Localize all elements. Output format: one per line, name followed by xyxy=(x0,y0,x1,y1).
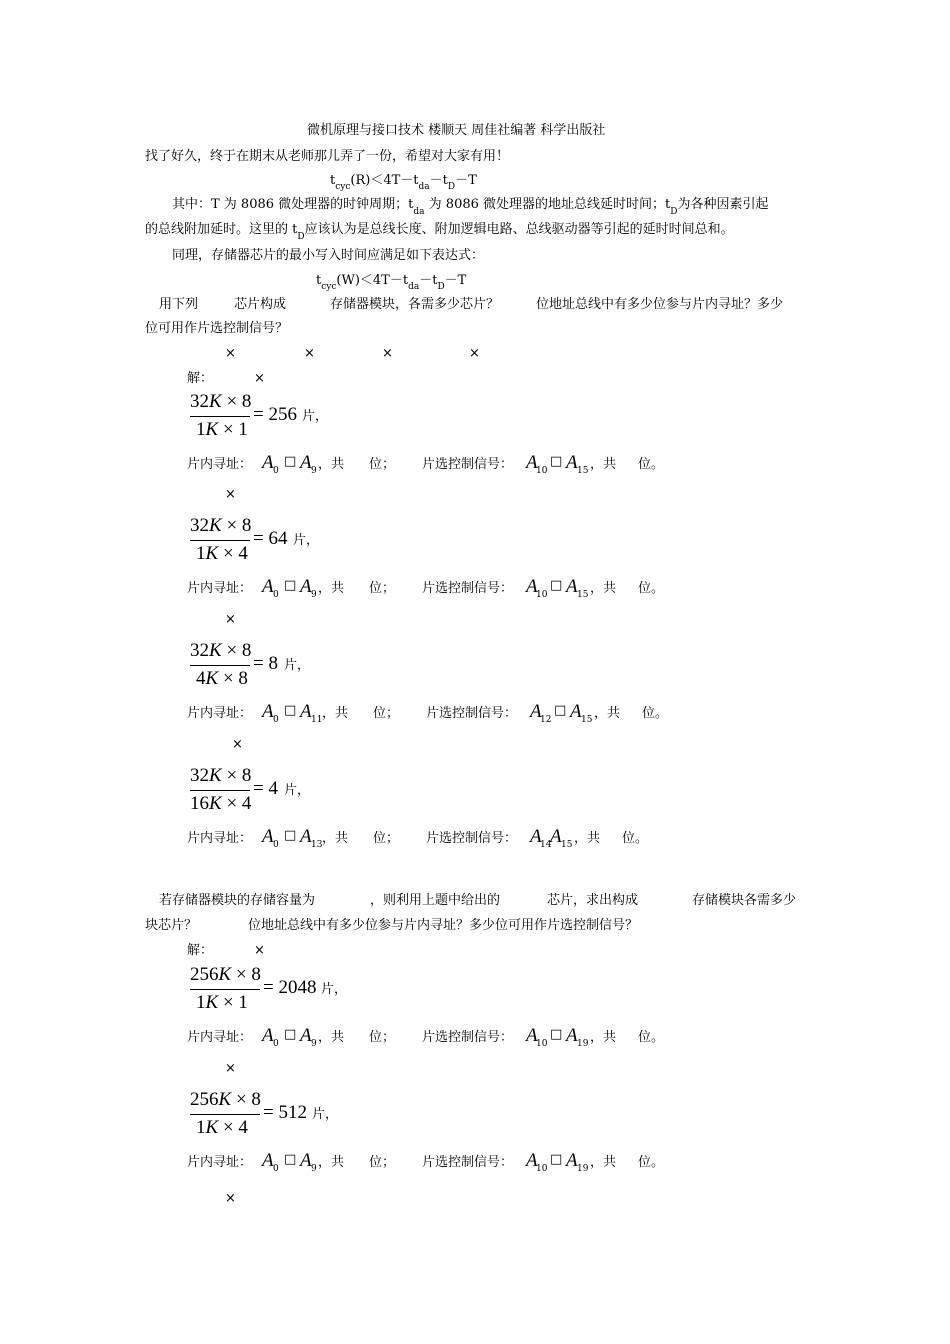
address-sub: 12 xyxy=(540,715,552,725)
para1-line2: 的总线附加延时。这里的 $t_D$应该认为是总线长度、附加逻辑电路、总线驱动器等引起的延时时间总和。 xyxy=(145,222,734,242)
address-A: A xyxy=(530,701,542,722)
address-A: A xyxy=(566,576,578,597)
address-A: A xyxy=(262,576,274,597)
q2-text-d: 存储模块各需多少 xyxy=(692,893,797,908)
intro-text: 找了好久，终于在期末从老师那儿弄了一份，希望对大家有用！ xyxy=(145,149,510,164)
address-A: A xyxy=(526,1150,538,1171)
address-sub: 10 xyxy=(536,590,548,600)
label-in-chip-address: 片内寻址： xyxy=(187,1030,253,1045)
fraction-bar xyxy=(190,540,250,541)
times-mark: × xyxy=(225,612,236,627)
fraction-result: = 4 xyxy=(253,778,278,799)
address-sub: 0 xyxy=(273,1164,279,1174)
range-box: □ xyxy=(284,578,297,593)
address-A: A xyxy=(262,1025,274,1046)
fraction-bar xyxy=(190,416,250,417)
formula-read: $t_{cyc}(R)<4T-t_{da}-t_D-T$ xyxy=(330,173,477,192)
q1-text-d: 位地址总线中有多少位参与片内寻址？多少 xyxy=(536,297,784,312)
label-in-chip-address: 片内寻址： xyxy=(187,457,253,472)
unit-pian: 片 xyxy=(321,982,335,997)
unit-pian: 片 xyxy=(302,409,316,424)
address-sub: 9 xyxy=(311,590,317,600)
label-chip-select: 片选控制信号： xyxy=(426,831,518,846)
bits-label: 位； xyxy=(373,706,400,721)
total-label: ，共 xyxy=(594,706,621,721)
bits-label-end: 位。 xyxy=(638,1155,665,1170)
fraction-bar xyxy=(190,1114,260,1115)
address-A: A xyxy=(300,701,312,722)
times-mark: × xyxy=(225,1191,236,1206)
address-A: A xyxy=(570,701,582,722)
bits-label: 位； xyxy=(369,1155,396,1170)
range-box: □ xyxy=(550,1027,563,1042)
times-mark: × xyxy=(254,943,265,958)
solution-label: 解： xyxy=(187,371,214,386)
range-box: □ xyxy=(284,1152,297,1167)
bits-label-end: 位。 xyxy=(638,581,665,596)
label-in-chip-address: 片内寻址： xyxy=(187,706,253,721)
fraction-denominator: 1K × 4 xyxy=(196,1117,248,1138)
total-label: ，共 xyxy=(318,1155,345,1170)
bits-label: 位； xyxy=(369,581,396,596)
solution-label: 解： xyxy=(187,943,214,958)
address-sub: 10 xyxy=(536,1039,548,1049)
fraction-numerator: 32K × 8 xyxy=(190,391,252,412)
unit-pian: 片 xyxy=(284,783,298,798)
total-label: ，共 xyxy=(574,831,601,846)
address-sub: 10 xyxy=(536,1164,548,1174)
total-label: ，共 xyxy=(590,1155,617,1170)
address-A: A xyxy=(262,701,274,722)
unit-pian: 片 xyxy=(284,658,298,673)
bits-label: 位； xyxy=(369,457,396,472)
address-A: A xyxy=(300,576,312,597)
address-sub: 9 xyxy=(311,466,317,476)
q1-text-a: 用下列 xyxy=(159,297,199,312)
address-sub: 10 xyxy=(536,466,548,476)
times-mark: × xyxy=(225,346,236,361)
range-box: □ xyxy=(550,454,563,469)
q1-text-b: 芯片构成 xyxy=(234,297,287,312)
fraction-denominator: 1K × 4 xyxy=(196,543,248,564)
q2-text-line2b: 位地址总线中有多少位参与片内寻址？多少位可用作片选控制信号？ xyxy=(248,918,639,933)
q2-text-b: ，则利用上题中给出的 xyxy=(370,893,501,908)
bits-label-end: 位。 xyxy=(638,457,665,472)
fraction-numerator: 256K × 8 xyxy=(190,964,261,985)
bits-label-end: 位。 xyxy=(642,706,669,721)
total-label: ，共 xyxy=(322,831,349,846)
address-sub: 15 xyxy=(577,466,589,476)
total-label: ，共 xyxy=(318,581,345,596)
para1-line1: 其中：T 为 8086 微处理器的时钟周期；$t_{da}$ 为 8086 微处理器的地址总线延时时间；$t_D$为各种因素引起 xyxy=(172,197,769,217)
para2: 同理，存储器芯片的最小写入时间应满足如下表达式： xyxy=(172,248,485,263)
address-A: A xyxy=(526,452,538,473)
q2-text-line2a: 块芯片？ xyxy=(145,918,198,933)
total-label: ，共 xyxy=(318,457,345,472)
address-sub: 0 xyxy=(273,715,279,725)
range-box: □ xyxy=(284,454,297,469)
label-chip-select: 片选控制信号： xyxy=(422,1155,514,1170)
address-A: A xyxy=(566,1150,578,1171)
label-chip-select: 片选控制信号： xyxy=(422,1030,514,1045)
fraction-bar xyxy=(190,665,250,666)
label-chip-select: 片选控制信号： xyxy=(422,457,514,472)
address-A: A xyxy=(550,826,562,847)
address-sub: 0 xyxy=(273,590,279,600)
fraction-numerator: 32K × 8 xyxy=(190,515,252,536)
bits-label-end: 位。 xyxy=(638,1030,665,1045)
fraction-denominator: 1K × 1 xyxy=(196,419,248,440)
unit-pian: 片 xyxy=(312,1107,326,1122)
address-A: A xyxy=(530,826,542,847)
comma: ， xyxy=(325,1107,339,1122)
address-sub: 14 xyxy=(540,840,552,850)
range-box: □ xyxy=(554,703,567,718)
address-sub: 15 xyxy=(577,590,589,600)
fraction-numerator: 256K × 8 xyxy=(190,1089,261,1110)
address-sub: 9 xyxy=(311,1164,317,1174)
address-A: A xyxy=(566,452,578,473)
q2-text-c: 芯片，求出构成 xyxy=(547,893,639,908)
range-box: □ xyxy=(284,1027,297,1042)
address-A: A xyxy=(262,1150,274,1171)
times-mark: × xyxy=(225,1061,236,1076)
q2-text-a: 若存储器模块的存储容量为 xyxy=(159,893,316,908)
fraction-result: = 64 xyxy=(253,528,288,549)
address-sub: 19 xyxy=(577,1039,589,1049)
address-sub: 0 xyxy=(273,466,279,476)
times-mark: × xyxy=(382,346,393,361)
address-sub: 0 xyxy=(273,840,279,850)
total-label: ，共 xyxy=(590,581,617,596)
address-A: A xyxy=(566,1025,578,1046)
q1-text-line2: 位可用作片选控制信号？ xyxy=(145,321,289,336)
bits-label: 位； xyxy=(373,831,400,846)
label-chip-select: 片选控制信号： xyxy=(422,581,514,596)
range-box: □ xyxy=(284,828,297,843)
address-sub: 13 xyxy=(311,840,323,850)
label-in-chip-address: 片内寻址： xyxy=(187,581,253,596)
address-A: A xyxy=(526,1025,538,1046)
fraction-bar xyxy=(190,989,260,990)
comma: ， xyxy=(306,533,320,548)
times-mark: × xyxy=(304,346,315,361)
address-sub: 11 xyxy=(311,715,323,725)
formula-write: $t_{cyc}(W)<4T-t_{da}-t_D-T$ xyxy=(316,273,467,292)
fraction-result: = 256 xyxy=(253,404,297,425)
fraction-numerator: 32K × 8 xyxy=(190,640,252,661)
label-in-chip-address: 片内寻址： xyxy=(187,831,253,846)
address-A: A xyxy=(300,1150,312,1171)
comma: ， xyxy=(297,658,311,673)
address-A: A xyxy=(300,826,312,847)
fraction-bar xyxy=(190,790,250,791)
comma: ， xyxy=(297,783,311,798)
address-sub: 15 xyxy=(561,840,573,850)
range-box: □ xyxy=(284,703,297,718)
fraction-denominator: 4K × 8 xyxy=(196,668,248,689)
bits-label: 位； xyxy=(369,1030,396,1045)
times-mark: × xyxy=(225,487,236,502)
total-label: ，共 xyxy=(318,1030,345,1045)
fraction-result: = 8 xyxy=(253,653,278,674)
label-in-chip-address: 片内寻址： xyxy=(187,1155,253,1170)
unit-pian: 片 xyxy=(293,533,307,548)
total-label: ，共 xyxy=(590,457,617,472)
address-sub: 0 xyxy=(273,1039,279,1049)
fraction-result: = 512 xyxy=(263,1102,307,1123)
label-chip-select: 片选控制信号： xyxy=(426,706,518,721)
range-box: □ xyxy=(550,578,563,593)
address-sub: 9 xyxy=(311,1039,317,1049)
fraction-result: = 2048 xyxy=(263,977,317,998)
comma: ， xyxy=(334,982,348,997)
fraction-denominator: 16K × 4 xyxy=(190,793,252,814)
times-mark: × xyxy=(469,346,480,361)
total-label: ，共 xyxy=(322,706,349,721)
fraction-numerator: 32K × 8 xyxy=(190,765,252,786)
q1-text-c: 存储器模块，各需多少芯片？ xyxy=(330,297,500,312)
address-A: A xyxy=(262,826,274,847)
page-header: 微机原理与接口技术 楼顺天 周佳社编著 科学出版社 xyxy=(307,123,606,138)
range-box: □ xyxy=(550,1152,563,1167)
address-A: A xyxy=(526,576,538,597)
times-mark: × xyxy=(254,371,265,386)
times-mark: × xyxy=(232,737,243,752)
address-sub: 19 xyxy=(577,1164,589,1174)
address-A: A xyxy=(300,1025,312,1046)
address-A: A xyxy=(300,452,312,473)
fraction-denominator: 1K × 1 xyxy=(196,992,248,1013)
address-A: A xyxy=(262,452,274,473)
bits-label-end: 位。 xyxy=(622,831,649,846)
comma: ， xyxy=(315,409,329,424)
address-sub: 15 xyxy=(581,715,593,725)
total-label: ，共 xyxy=(590,1030,617,1045)
